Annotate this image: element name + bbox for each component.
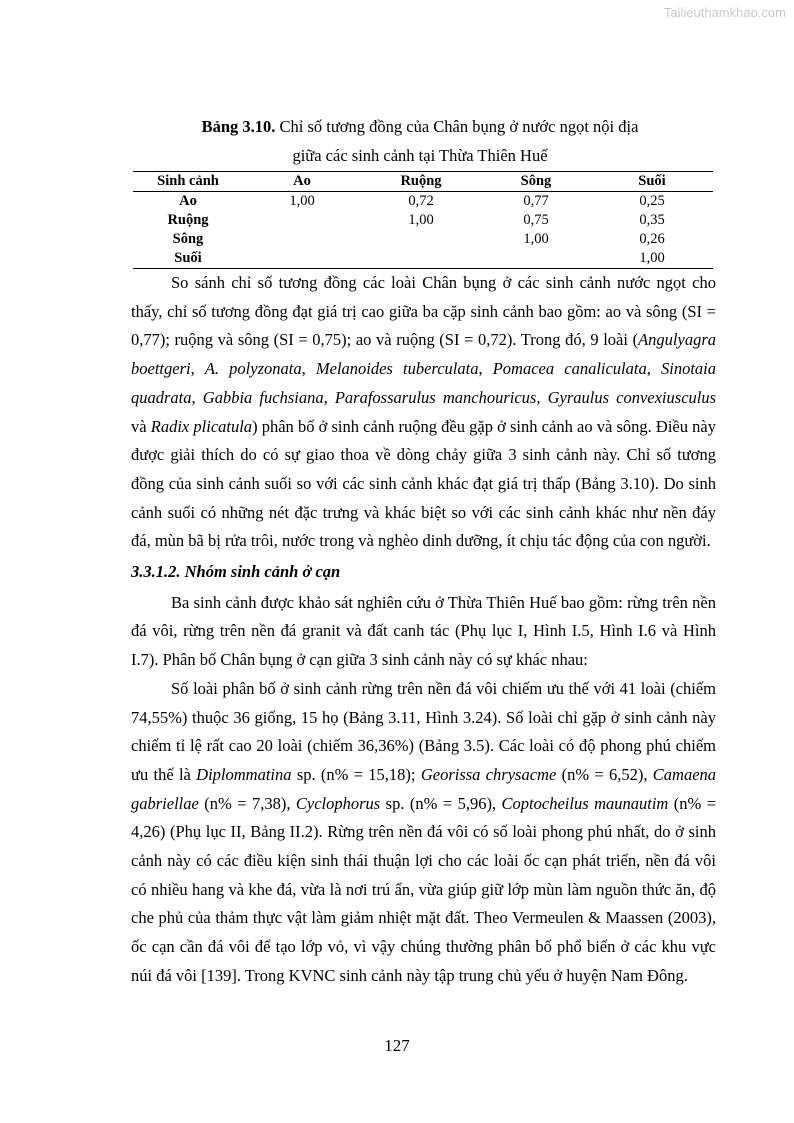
section-heading: 3.3.1.2. Nhóm sinh cảnh ở cạn: [131, 562, 341, 582]
table-cell: 1,00: [408, 212, 434, 228]
species-name: Radix plicatula: [150, 416, 253, 436]
species-name: Diplommatina: [196, 764, 292, 784]
species-name: Melanoides tuberculata: [315, 359, 479, 379]
table-cell: 1,00: [523, 231, 549, 247]
table-cell: [243, 249, 361, 269]
species-name: Georissa chrysacme: [420, 764, 557, 784]
table-cell: [243, 230, 361, 249]
text-run: Số loài phân bố ở sinh cảnh rừng trên nền đá vôi chiếm ưu thế với 41 loài (chiếm 74,55%) thuộc 36 giống, 15 họ (Bảng 3.11, Hình 3.24). Số loài chỉ gặp ở sinh cảnh này chiếm tỉ lệ rất cao 20 loài (chiếm 36,36%) (Bảng 3.5). Các loài có độ phong phú chiếm ưu thế là: [131, 678, 716, 784]
table-cell: [481, 249, 591, 269]
species-name: Pomacea canaliculata: [492, 359, 647, 379]
table-cell: 0,72: [408, 193, 434, 209]
body-text: [131, 269, 716, 991]
similarity-table: [133, 171, 713, 269]
text-run: ,: [536, 387, 548, 407]
text-run: ,: [301, 359, 316, 379]
species-name: Gabbia fuchsiana: [202, 387, 324, 407]
species-name: A. polyzonata: [204, 359, 302, 379]
header-cell: Ruộng: [361, 172, 481, 192]
paragraph-freshwater-similarity: [131, 269, 716, 556]
table-cell: 1,00: [289, 193, 315, 209]
species-name: Sinotaia quadrata: [131, 359, 717, 407]
table-cell: [361, 249, 481, 269]
page-number: 127: [384, 1036, 410, 1055]
table-caption-line-2: giữa các sinh cảnh tại Thừa Thiên Huế: [292, 146, 548, 165]
text-run: ,: [323, 387, 335, 407]
row-header-cell: Sông: [172, 231, 204, 247]
table-cell: [243, 211, 361, 230]
header-cell: Ao: [243, 172, 361, 192]
table-row: [133, 192, 713, 212]
species-name: Coptocheilus maunautim: [501, 793, 669, 813]
text-run: ,: [646, 359, 661, 379]
table-cell: 0,26: [639, 231, 665, 247]
text-run: So sánh chỉ số tương đồng các loài Chân bụng ở các sinh cảnh nước ngọt cho thấy, chỉ số tương đồng đạt giá trị cao giữa ba cặp sinh cảnh bao gồm: ao và sông (SI = 0,77); ruộng và sông (SI = 0,75); ao và ruộng (SI = 0,72). Trong đó, 9 loài (: [131, 273, 716, 350]
text-run: (n% = 7,38),: [198, 793, 296, 813]
table-row: [133, 230, 713, 249]
text-run: ,: [191, 387, 203, 407]
table-cell: 0,75: [523, 212, 549, 228]
table-cell: [361, 230, 481, 249]
table-caption-label: Bảng 3.10.: [201, 117, 276, 136]
table-row: [133, 211, 713, 230]
watermark: Tailieuthamkhao.com: [663, 5, 786, 20]
table-header-row: [133, 172, 713, 192]
header-cell: Suối: [591, 172, 713, 192]
species-name: Angulyagra boettgeri: [131, 330, 716, 379]
text-run: ,: [190, 359, 205, 379]
paragraph-limestone-forest: [131, 675, 716, 991]
text-run: sp. (n% = 5,96),: [380, 793, 502, 813]
species-name: Parafossarulus manchouricus: [334, 387, 537, 407]
species-name: Cyclophorus: [295, 793, 381, 813]
table-cell: 0,35: [639, 212, 665, 228]
table-cell: 1,00: [591, 249, 713, 269]
row-header-cell: Ao: [179, 193, 197, 209]
text-run: (n% = 4,26) (Phụ lục II, Bảng II.2). Rừng trên nền đá vôi có số loài phong phú nhất, do ở sinh cảnh này có các điều kiện sinh thái thuận lợi cho các loài ốc cạn phát triển, nền đá vôi có nhiều hang và khe đá, vừa là nơi trú ẩn, vừa giúp giữ lớp mùn làm nguồn thức ăn, độ che phủ của thảm thực vật làm giảm nhiệt mặt đất. Theo Vermeulen & Maassen (2003), ốc cạn cần đá vôi để tạo lớp vỏ, vì vậy chúng thường phân bố phổ biến ở các khu vực núi đá vôi [139]. Trong KVNC sinh cảnh này tập trung chủ yếu ở huyện Nam Đông.: [131, 793, 717, 985]
paragraph-terrestrial-habitats: Ba sinh cảnh được khảo sát nghiên cứu ở Thừa Thiên Huế bao gồm: rừng trên nền đá vôi, rừng trên nền đá granit và đất canh tác (Phụ lục I, Hình I.5, Hình I.6 và Hình I.7). Phân bố Chân bụng ở cạn giữa 3 sinh cảnh này có sự khác nhau:: [131, 592, 716, 670]
header-cell: Sông: [481, 172, 591, 192]
row-header-cell: Ruộng: [167, 212, 209, 228]
species-name: Gyraulus convexiusculus: [547, 387, 717, 407]
text-run: ,: [478, 359, 493, 379]
text-run: và: [131, 416, 151, 436]
species-name: Camaena gabriellae: [131, 764, 717, 813]
table-row: [133, 249, 713, 269]
text-run: sp. (n% = 15,18);: [291, 764, 421, 784]
table-caption-title: Chỉ số tương đồng của Chân bụng ở nước ngọt nội địa: [275, 117, 639, 136]
table-caption-line-1: [130, 113, 710, 141]
table-cell: 0,25: [639, 193, 665, 209]
row-header-cell: Suối: [133, 249, 243, 269]
table-cell: 0,77: [523, 193, 549, 209]
text-run: (n% = 6,52),: [556, 764, 653, 784]
header-cell: Sinh cảnh: [133, 172, 243, 192]
text-run: ) phân bố ở sinh cảnh ruộng đều gặp ở sinh cảnh ao và sông. Điều này được giải thích do có sự giao thoa về dòng chảy giữa 3 sinh cảnh này. Chỉ số tương đồng của sinh cảnh suối so với các sinh cảnh khác đạt giá trị thấp (Bảng 3.10). Do sinh cảnh suối có những nét đặc trưng và khác biệt so với các sinh cảnh khác như nền đáy đá, mùn bã bị rửa trôi, nước trong và nghèo dinh dưỡng, ít chịu tác động của con người.: [131, 416, 716, 551]
